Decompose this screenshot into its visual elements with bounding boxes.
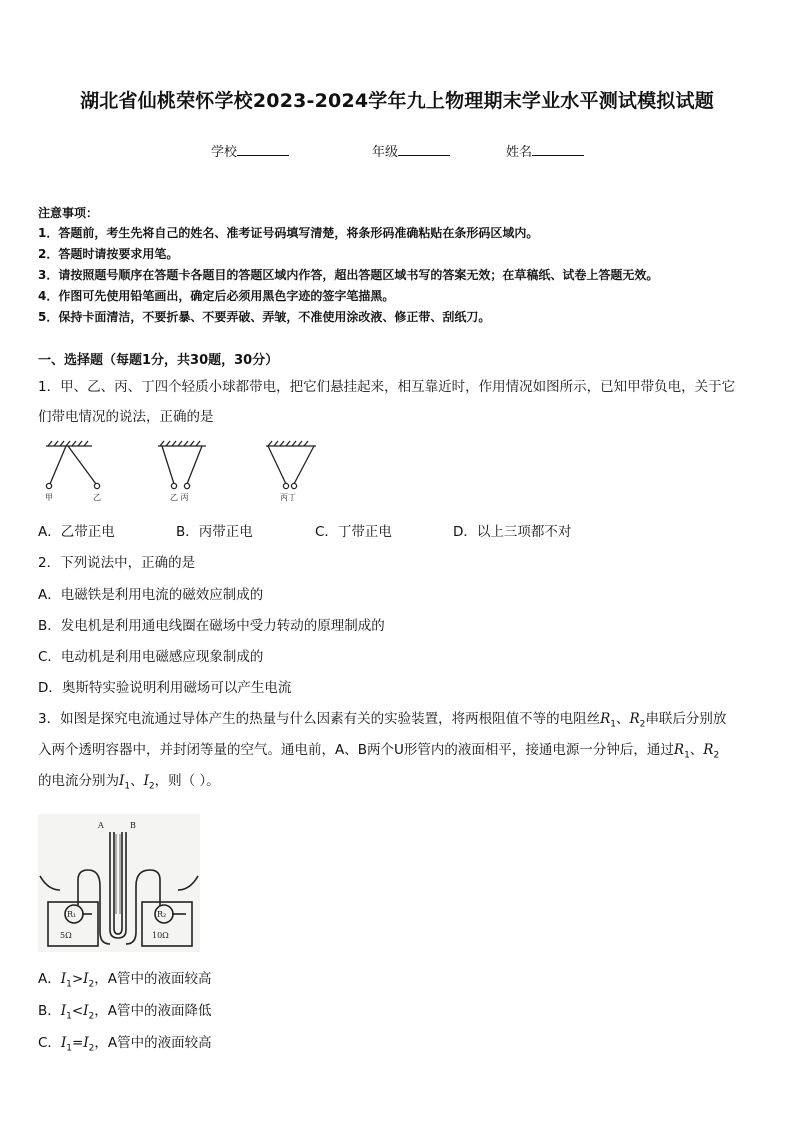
notice-item: 2．答题时请按要求用笔。	[38, 247, 179, 261]
fig3-label-r1: R₁	[67, 910, 77, 919]
q1-stem-line2: 们带电情况的说法，正确的是	[38, 409, 214, 425]
fig1-label-jia: 甲	[45, 493, 53, 502]
q2-option-b: B．发电机是利用通电线圈在磁场中受力转动的原理制成的	[38, 618, 385, 634]
q1-figure	[38, 440, 328, 506]
notice-item: 1．答题前，考生先将自己的姓名、准考证号码填写清楚，将条形码准确粘贴在条形码区域内。	[38, 226, 539, 240]
q3-stem-line1: 3．如图是探究电流通过导体产生的热量与什么因素有关的实验装置，将两根阻值不等的电阻丝$R_1$、$R_2$串联后分别放	[38, 711, 727, 730]
name-label: 姓名	[506, 145, 533, 160]
q2-option-a: A．电磁铁是利用电流的磁效应制成的	[38, 587, 264, 603]
q2-option-c: C．电动机是利用电磁感应现象制成的	[38, 649, 264, 665]
q3-option-c: C．$I_1=I_2$，A管中的液面较高	[38, 1035, 212, 1054]
q1-option-d: D．以上三项都不对	[453, 524, 572, 540]
grade-label: 年级	[372, 145, 399, 160]
notice-heading: 注意事项：	[38, 206, 99, 220]
q1-option-b: B．丙带正电	[176, 524, 253, 540]
q3-stem-line3: 的电流分别为$I_1$、$I_2$，则（ ）。	[38, 773, 220, 792]
q3-option-b: B．$I_1<I_2$，A管中的液面降低	[38, 1003, 212, 1022]
notice-item: 4．作图可先使用铅笔画出，确定后必须用黑色字迹的签字笔描黑。	[38, 289, 395, 303]
name-field	[506, 141, 584, 160]
fig3-label-r2: R₂	[157, 910, 167, 919]
fig1-label-bing-ding: 丙丁	[280, 493, 296, 502]
school-blank	[237, 143, 289, 156]
fig1-label-yi-bing: 乙 丙	[170, 493, 189, 502]
q1-option-c: C．丁带正电	[315, 524, 392, 540]
fig3-label-5ohm: 5Ω	[60, 931, 72, 940]
fig3-label-b: B	[130, 821, 136, 830]
fig3-label-10ohm: 10Ω	[152, 931, 169, 940]
q3-apparatus-figure	[38, 814, 200, 952]
notice-item: 5．保持卡面清洁，不要折暴、不要弄破、弄皱，不准使用涂改液、修正带、刮纸刀。	[38, 310, 491, 324]
grade-blank	[398, 143, 450, 156]
q3-option-a: A．$I_1>I_2$，A管中的液面较高	[38, 971, 212, 990]
q1-option-a: A．乙带正电	[38, 524, 115, 540]
page-title: 湖北省仙桃荣怀学校2023-2024学年九上物理期末学业水平测试模拟试题	[80, 90, 714, 112]
q2-option-d: D．奥斯特实验说明利用磁场可以产生电流	[38, 680, 292, 696]
notice-item: 3．请按照题号顺序在答题卡各题目的答题区域内作答，超出答题区域书写的答案无效；在草稿纸、试卷上答题无效。	[38, 268, 659, 282]
fig1-label-yi: 乙	[93, 493, 101, 502]
school-field	[211, 141, 289, 160]
section-heading: 一、选择题（每题1分，共30题，30分）	[38, 353, 279, 368]
q1-stem-line1: 1．甲、乙、丙、丁四个轻质小球都带电，把它们悬挂起来，相互靠近时，作用情况如图所示，已知甲带负电，关于它	[38, 379, 736, 395]
school-label: 学校	[211, 145, 238, 160]
q2-stem: 2．下列说法中，正确的是	[38, 555, 196, 571]
grade-field	[372, 141, 450, 160]
q3-stem-line2: 入两个透明容器中，并封闭等量的空气。通电前，A、B两个U形管内的液面相平，接通电源一分钟后，通过$R_1$、$R_2$	[38, 742, 720, 761]
name-blank	[532, 143, 584, 156]
fig3-label-a: A	[98, 821, 104, 830]
